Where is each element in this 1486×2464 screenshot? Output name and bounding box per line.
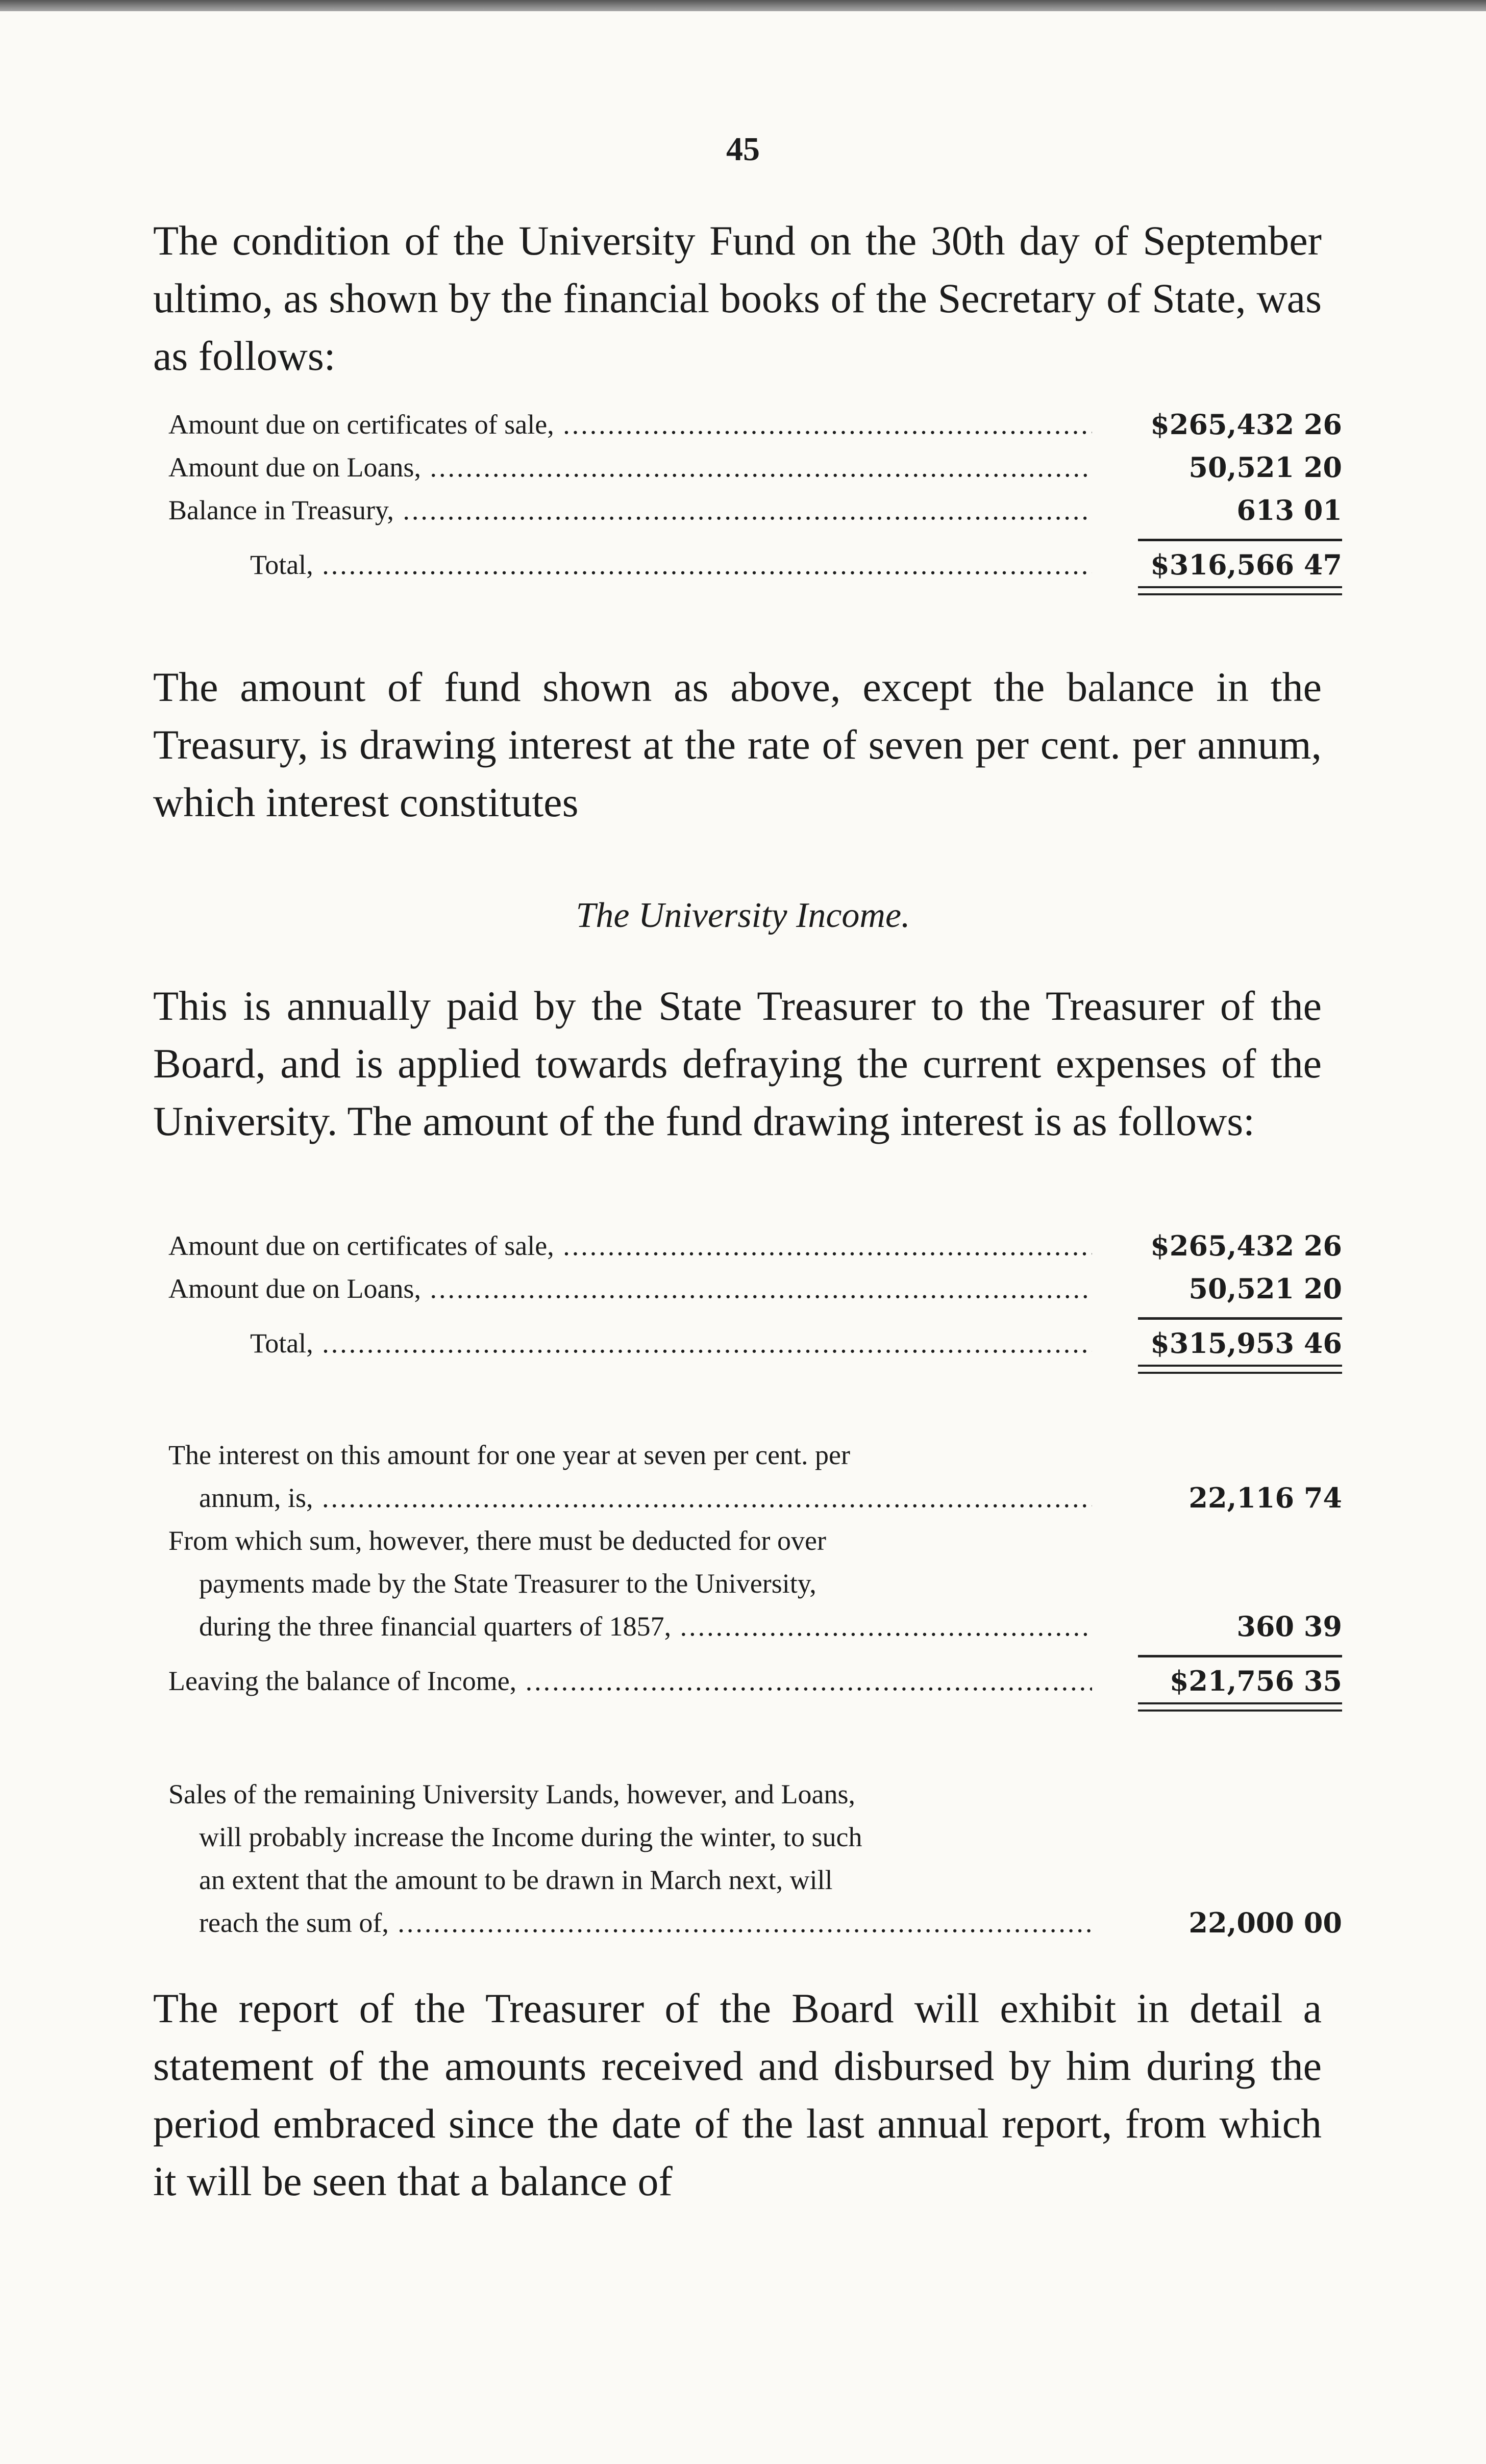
row-amount: 50,521 20 (1188, 451, 1342, 484)
table-row (168, 1519, 1342, 1562)
interest-amount: 22,116 74 (1188, 1481, 1342, 1514)
rule-line (1138, 539, 1342, 541)
table-row (168, 1816, 1342, 1858)
table-row (168, 1476, 1342, 1519)
rule-line (1138, 1317, 1342, 1320)
table-row (168, 1901, 1342, 1944)
table-row (168, 1773, 1342, 1816)
section-heading: The University Income. (576, 896, 910, 935)
deduct-line-1: From which sum, however, there must be deducted for over (168, 1525, 826, 1556)
total-amount: $316,566 47 (1150, 548, 1342, 581)
table-row (168, 1224, 1342, 1267)
deduct-amount: 360 39 (1236, 1610, 1342, 1643)
row-label: Amount due on Loans, ..... (168, 446, 1092, 489)
table-row (168, 1434, 1342, 1476)
interest-fund-table (168, 1224, 1342, 1374)
page-number: 45 (726, 131, 760, 168)
table-row (168, 403, 1342, 446)
row-amount: 613 01 (1236, 494, 1342, 526)
paragraph-interest: The amount of fund shown as above, except the balance in the Treasury, is drawing interest at the rate of seven per cent. per annum, which interest constitutes (153, 664, 1322, 825)
sales-amount: 22,000 00 (1188, 1906, 1342, 1939)
paragraph-treasurer-report: The report of the Treasurer of the Board will exhibit in detail a statement of the amounts received and disbursed by him during the period embraced since the date of the last annual report, from which it will be seen that a balance of (153, 1985, 1322, 2204)
paragraph-fund-condition: The condition of the University Fund on the 30th day of September ultimo, as shown by the financial books of the Secretary of State, was as follows: (153, 217, 1322, 379)
row-amount: $265,432 26 (1150, 408, 1342, 441)
table-row (168, 1267, 1342, 1310)
interest-line-2: annum, is, ..... (168, 1476, 1092, 1519)
total-row (168, 543, 1342, 586)
total-label: Total, ..... (168, 543, 1092, 586)
row-label: Amount due on certificates of sale, ..... (168, 403, 1092, 446)
page-top-edge (0, 0, 1486, 11)
sales-line-1: Sales of the remaining University Lands, however, and Loans, (168, 1779, 855, 1809)
balance-amount: $21,756 35 (1169, 1665, 1342, 1697)
sales-line-3: an extent that the amount to be drawn in March next, will (199, 1865, 833, 1895)
table-row (168, 446, 1342, 489)
total-label: Total, ..... (168, 1322, 1092, 1365)
double-rule (1138, 1365, 1342, 1374)
rule-line (1138, 1655, 1342, 1657)
fund-condition-table (168, 403, 1342, 595)
double-rule (1138, 586, 1342, 595)
row-amount: $265,432 26 (1150, 1229, 1342, 1262)
sales-line-2: will probably increase the Income during the winter, to such (199, 1822, 862, 1852)
row-label: Amount due on Loans, ..... (168, 1267, 1092, 1310)
row-amount: 50,521 20 (1188, 1272, 1342, 1305)
sales-line-4: reach the sum of, ..... (168, 1901, 1092, 1944)
double-rule (1138, 1702, 1342, 1712)
paragraph-income: This is annually paid by the State Treasurer to the Treasurer of the Board, and is applied towards defraying the current expenses of the University. The amount of the fund drawing interest is as follows: (153, 983, 1322, 1144)
income-calculation-table (168, 1434, 1342, 1712)
table-row (168, 1562, 1342, 1605)
row-label: Balance in Treasury, ..... (168, 489, 1092, 532)
row-label: Amount due on certificates of sale, ..... (168, 1224, 1092, 1267)
total-row (168, 1322, 1342, 1365)
table-row (168, 489, 1342, 532)
deduct-line-3: during the three financial quarters of 1857, ..... (168, 1605, 1092, 1648)
deduct-line-2: payments made by the State Treasurer to the University, (199, 1568, 816, 1599)
interest-line-1: The interest on this amount for one year at seven per cent. per (168, 1440, 850, 1470)
sales-table (168, 1773, 1342, 1944)
balance-label: Leaving the balance of Income, ..... (168, 1660, 1092, 1702)
table-row (168, 1605, 1342, 1648)
total-amount: $315,953 46 (1150, 1327, 1342, 1360)
balance-row (168, 1660, 1342, 1702)
table-row (168, 1858, 1342, 1901)
